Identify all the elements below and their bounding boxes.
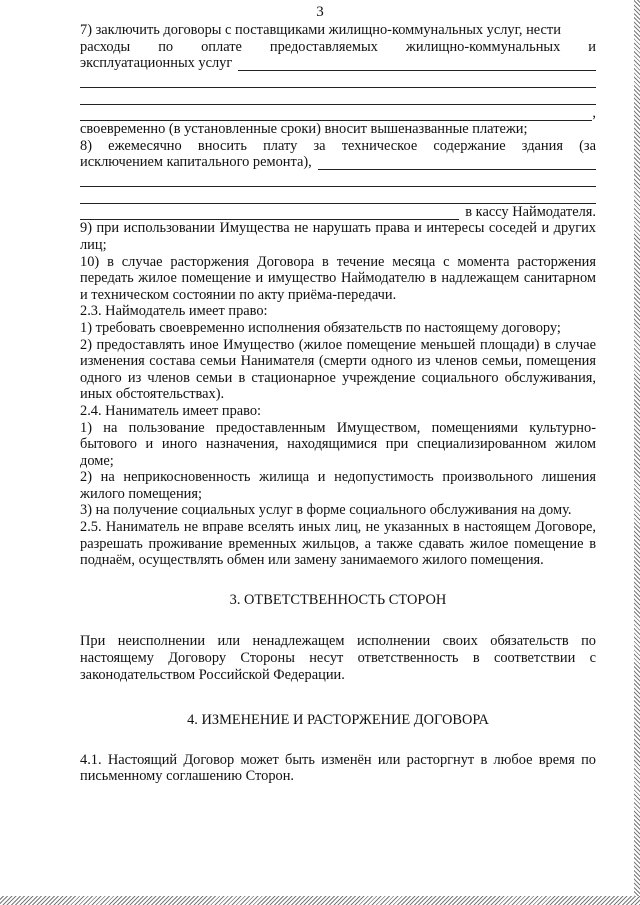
list-item-10: 10) в случае расторжения Договора в течение месяца с момента расторжения передать жилое помещение и имущество Наймодателю в надлежащем санитарном и техническом состоянии по акту приёма-передачи.: [80, 253, 596, 303]
list-item-8-line-2: [80, 154, 596, 170]
blank-line: [80, 187, 596, 204]
section-2-4-title: 2.4. Наниматель имеет право:: [80, 402, 262, 419]
scan-edge-bottom: [0, 896, 640, 905]
section-2-4-item-2: 2) на неприкосновенность жилища и недопустимость произвольного лишения жилого помещения;: [80, 469, 596, 502]
blank-line: [80, 170, 596, 187]
list-item-7-line-1: 7) заключить договоры с поставщиками жилищно-коммунальных услуг, нести: [80, 22, 561, 38]
blank-field: [80, 208, 459, 220]
section-2-4-item-1: 1) на пользование предоставленным Имуществом, помещениями культурно-бытового и иного назначения, находящимися при специализированном жилом доме;: [80, 419, 596, 469]
list-item-9: 9) при использовании Имущества не нарушать права и интересы соседей и других лиц;: [80, 220, 596, 253]
blank-line: [80, 88, 596, 105]
list-item-7-line-4: своевременно (в установленные сроки) вносит вышеназванные платежи;: [80, 121, 528, 138]
list-item-7-line-2: расходы по оплате предоставляемых жилищно-коммунальных и: [80, 38, 596, 55]
list-item-7-line-3: [80, 55, 596, 71]
list-item-8-line-end: [80, 204, 596, 220]
section-3-text: При неисполнении или ненадлежащем исполнении своих обязательств по настоящему Договору Стороны несут ответственность в соответствии с законодательством Российской Федерации.: [80, 633, 596, 683]
list-item-8-line-1: 8) ежемесячно вносить плату за техническое содержание здания (за: [80, 137, 596, 154]
section-2-5: 2.5. Наниматель не вправе вселять иных лиц, не указанных в настоящем Договоре, разрешать проживание временных жильцов, а также сдавать жилое помещение в поднаём, осуществлять обмен или замену занимаемого жилого помещения.: [80, 519, 596, 569]
section-2-3-item-1: 1) требовать своевременно исполнения обязательств по настоящему договору;: [80, 319, 561, 336]
section-2-3-item-2: 2) предоставлять иное Имущество (жилое помещение меньшей площади) в случае изменения состава семьи Нанимателя (смерти одного из членов семьи, помещения одного из членов семьи в стационарное учреждение социального обслуживания, иных обстоятельствах).: [80, 336, 596, 403]
section-4-text: 4.1. Настоящий Договор может быть изменён или расторгнут в любое время по письменному соглашению Сторон.: [80, 751, 596, 785]
page-number: 3: [316, 4, 324, 20]
section-2-3-title: 2.3. Наймодатель имеет право:: [80, 303, 268, 320]
blank-field: [238, 59, 596, 71]
blank-field: [318, 158, 596, 170]
blank-field: [80, 109, 592, 121]
list-item-8-end: в кассу Наймодателя.: [465, 203, 596, 220]
list-item-7-label: эксплуатационных услуг: [80, 54, 233, 71]
list-item-8-label: исключением капитального ремонта),: [80, 153, 312, 170]
scan-edge-right: [634, 0, 640, 905]
trailing-comma: ,: [592, 104, 596, 121]
blank-line: [80, 105, 596, 121]
section-4-heading: 4. ИЗМЕНЕНИЕ И РАСТОРЖЕНИЕ ДОГОВОРА: [187, 712, 489, 729]
document-body: [80, 22, 596, 785]
blank-line: [80, 71, 596, 88]
section-2-4-item-3: 3) на получение социальных услуг в форме социального обслуживания на дому.: [80, 502, 572, 519]
section-3-heading: 3. ОТВЕТСТВЕННОСТЬ СТОРОН: [229, 591, 447, 608]
